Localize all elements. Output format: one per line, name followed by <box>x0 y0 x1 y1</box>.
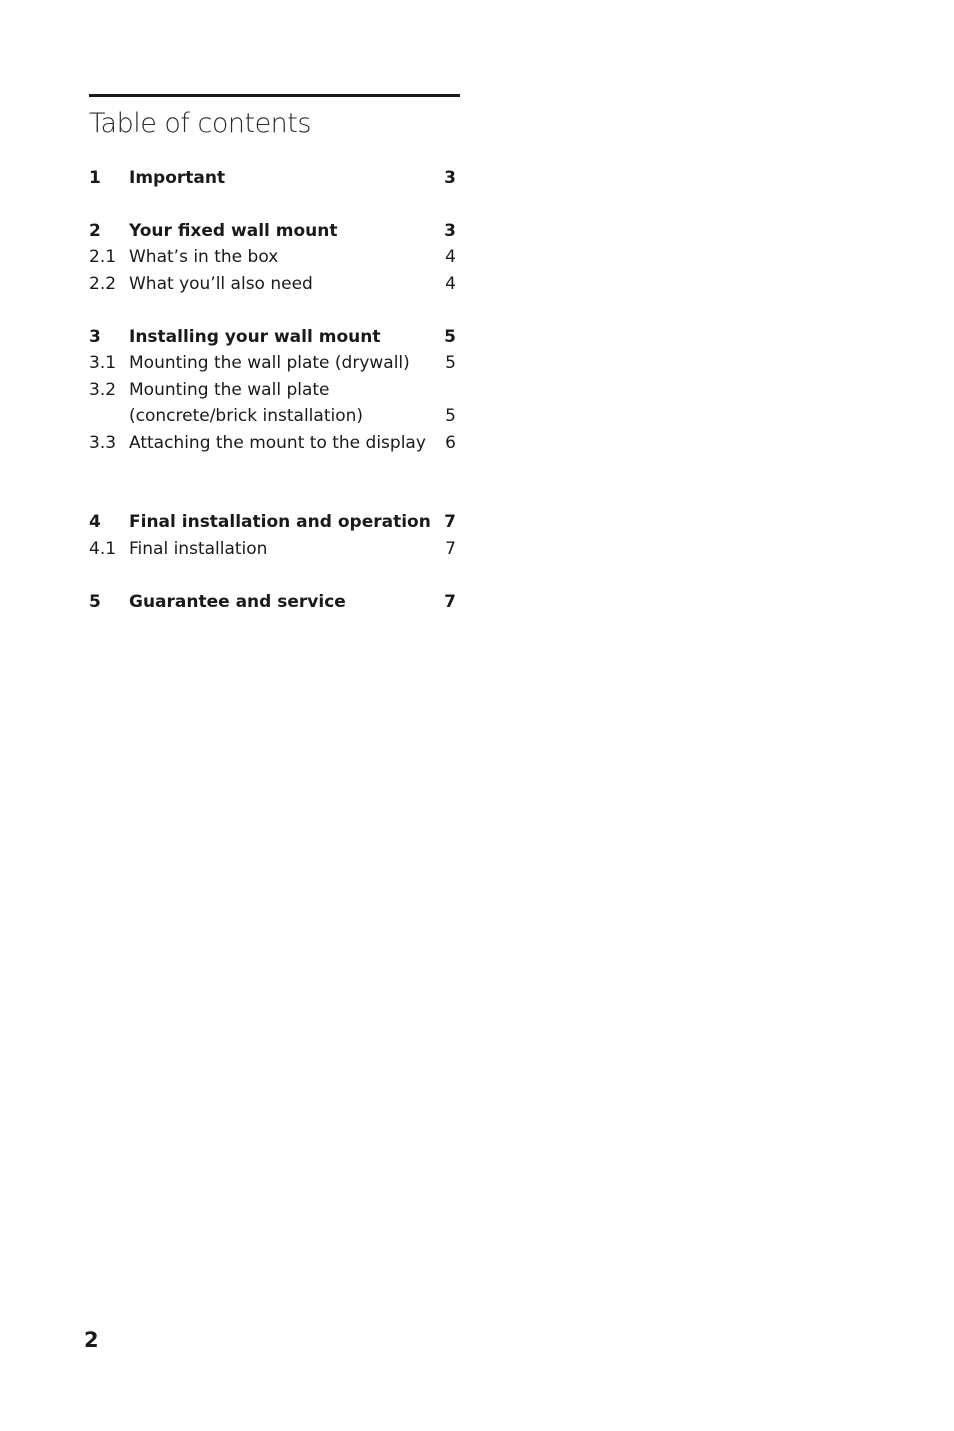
toc-entry-2-1[interactable] <box>89 244 460 270</box>
entry-page: 3 <box>444 168 456 188</box>
toc-entry-1[interactable] <box>89 165 460 191</box>
toc-entry-4-1[interactable] <box>89 536 460 562</box>
entry-page: 7 <box>444 592 456 612</box>
entry-label: Installing your wall mount <box>129 327 381 347</box>
entry-number: 5 <box>89 592 101 612</box>
title-rule <box>89 94 460 97</box>
entry-number: 4 <box>89 512 101 532</box>
entry-page: 7 <box>444 512 456 532</box>
entry-page: 4 <box>445 247 456 267</box>
toc-entry-5[interactable] <box>89 589 460 615</box>
toc-entry-3-3[interactable] <box>89 430 460 456</box>
entry-label: Final installation and operation <box>129 512 431 532</box>
entry-label: What you’ll also need <box>129 274 313 294</box>
entry-number: 3.1 <box>89 353 117 373</box>
entry-label: What’s in the box <box>129 247 279 267</box>
entry-number: 2.1 <box>89 247 117 267</box>
entry-label: (concrete/brick installation) <box>129 406 364 426</box>
entry-number: 4.1 <box>89 539 117 559</box>
entry-label: Attaching the mount to the display <box>129 433 426 453</box>
entry-number: 2 <box>89 221 101 241</box>
entry-label: Your fixed wall mount <box>129 221 338 241</box>
toc-entry-3-2[interactable] <box>89 377 460 403</box>
entry-number: 2.2 <box>89 274 117 294</box>
toc-entry-2[interactable] <box>89 218 460 244</box>
entry-label: Guarantee and service <box>129 592 346 612</box>
entry-label: Mounting the wall plate <box>129 380 330 400</box>
entry-page: 6 <box>445 433 456 453</box>
entry-number: 3 <box>89 327 101 347</box>
entry-page: 5 <box>445 406 456 426</box>
entry-page: 3 <box>444 221 456 241</box>
entry-page: 5 <box>444 327 456 347</box>
toc-entry-3-1[interactable] <box>89 350 460 376</box>
entry-page: 5 <box>445 353 456 373</box>
entry-label: Final installation <box>129 539 268 559</box>
toc-entry-3-2-continued[interactable] <box>89 403 460 429</box>
page-number: 2 <box>84 1328 99 1352</box>
table-of-contents <box>89 94 460 140</box>
toc-entry-3[interactable] <box>89 324 460 350</box>
entry-page: 7 <box>445 539 456 559</box>
toc-title: Table of contents <box>89 108 311 139</box>
entry-label: Important <box>129 168 226 188</box>
toc-entry-2-2[interactable] <box>89 271 460 297</box>
entry-number: 1 <box>89 168 101 188</box>
toc-entry-4[interactable] <box>89 509 460 535</box>
entry-number: 3.2 <box>89 380 117 400</box>
entry-number: 3.3 <box>89 433 117 453</box>
entry-page: 4 <box>445 274 456 294</box>
entry-label: Mounting the wall plate (drywall) <box>129 353 410 373</box>
